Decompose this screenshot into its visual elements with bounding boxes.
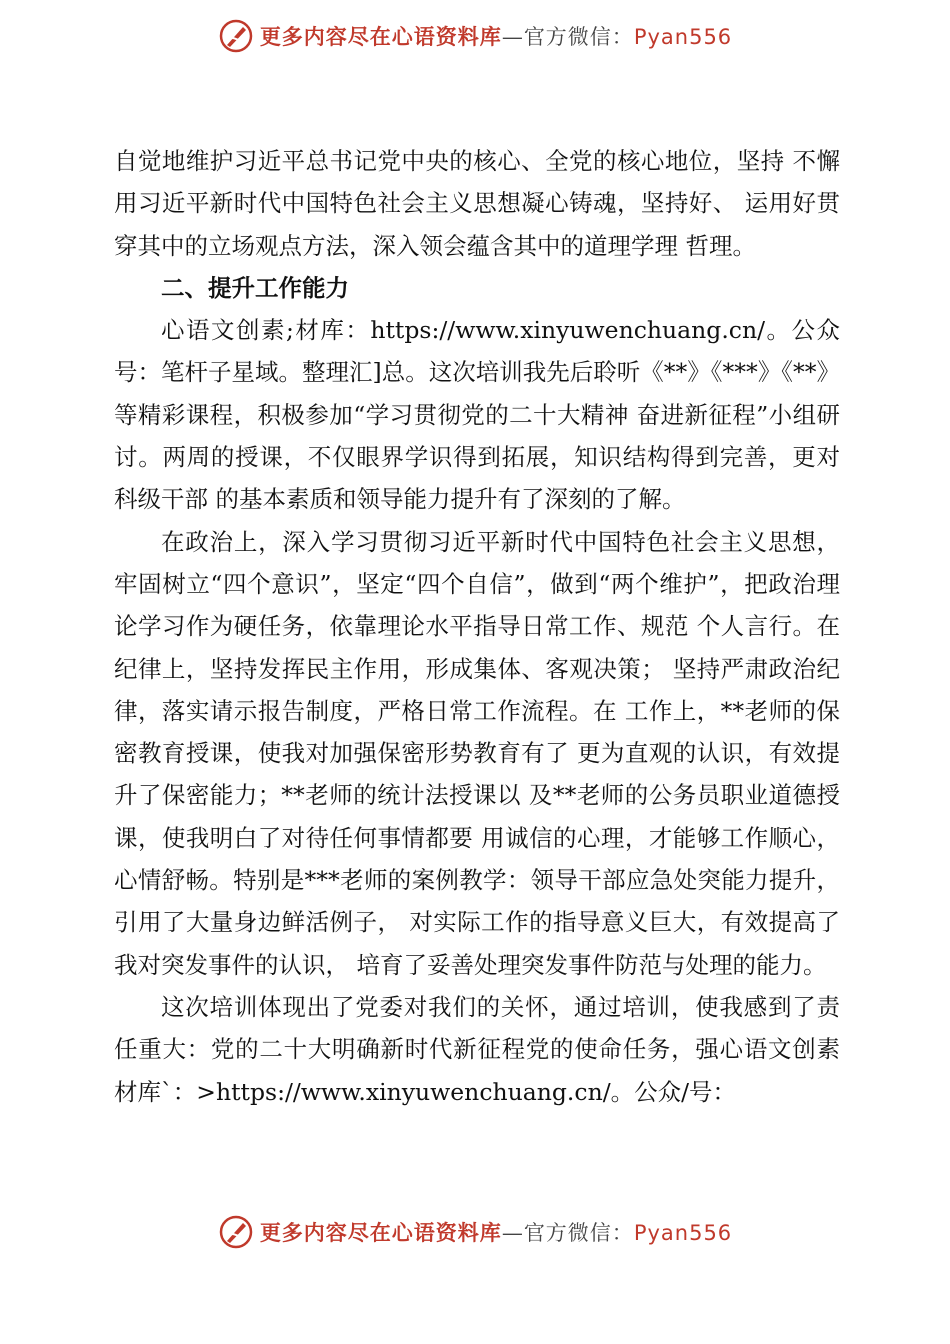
banner-wechat-label: —官方微信：: [501, 1221, 634, 1245]
banner-wechat-id: Pyan556: [633, 1221, 733, 1245]
banner-wechat-label: —官方微信：: [501, 25, 634, 49]
banner-site-name: 更多内容尽在心语资料库: [259, 1220, 502, 1245]
footer-watermark-text: [260, 1217, 732, 1247]
paragraph-responsibility: 这次培训体现出了党委对我们的关怀，通过培训，使我感到了责任重大：党的二十大明确新时代新征程党的使命任务，强心语文创素材库`：>https://www.xinyuwenchuang.cn/。公众/号：: [114, 992, 840, 1106]
pen-logo-icon: [218, 18, 254, 54]
document-body: [114, 140, 840, 1113]
paragraph-intro: 心语文创素;材库：https://www.xinyuwenchuang.cn/。公众号：笔杆子星域。整理汇]总。这次培训我先后聆听《**》《***》《**》等精彩课程，积极参加“学习贯彻党的二十大精神 奋进新征程”小组研讨。两周的授课，不仅眼界学识得到拓展，知识结构得到完善，更对科级干部 的基本素质和领导能力提升有了深刻的了解。: [114, 316, 840, 514]
paragraph-continuation: 自觉地维护习近平总书记党中央的核心、全党的核心地位，坚持 不懈用习近平新时代中国特色社会主义思想凝心铸魂，坚持好、 运用好贯穿其中的立场观点方法，深入领会蕴含其中的道理学理 哲理。: [114, 147, 840, 260]
banner-site-name: 更多内容尽在心语资料库: [259, 24, 502, 49]
paragraph-politics: 在政治上，深入学习贯彻习近平新时代中国特色社会主义思想，牢固树立“四个意识”，坚定“四个自信”，做到“两个维护”，把政治理论学习作为硬任务，依靠理论水平指导日常工作、规范 个人言行。在纪律上，坚持发挥民主作用，形成集体、客观决策； 坚持严肃政治纪律，落实请示报告制度，严格日常工作流程。在 工作上，**老师的保密教育授课，使我对加强保密形势教育有了 更为直观的认识，有效提升了保密能力；**老师的统计法授课以 及**老师的公务员职业道德授课，使我明白了对待任何事情都要 用诚信的心理，才能够工作顺心，心情舒畅。特别是***老师的案例教学：领导干部应急处突能力提升，引用了大量身边鲜活例子， 对实际工作的指导意义巨大，有效提高了我对突发事件的认识， 培育了妥善处理突发事件防范与处理的能力。: [114, 527, 840, 979]
header-watermark-text: [260, 21, 732, 51]
banner-wechat-id: Pyan556: [633, 25, 733, 49]
section-heading: 二、提升工作能力: [161, 273, 349, 302]
header-watermark-banner: [0, 14, 950, 58]
pen-logo-icon: [218, 1214, 254, 1250]
footer-watermark-banner: [0, 1210, 950, 1254]
